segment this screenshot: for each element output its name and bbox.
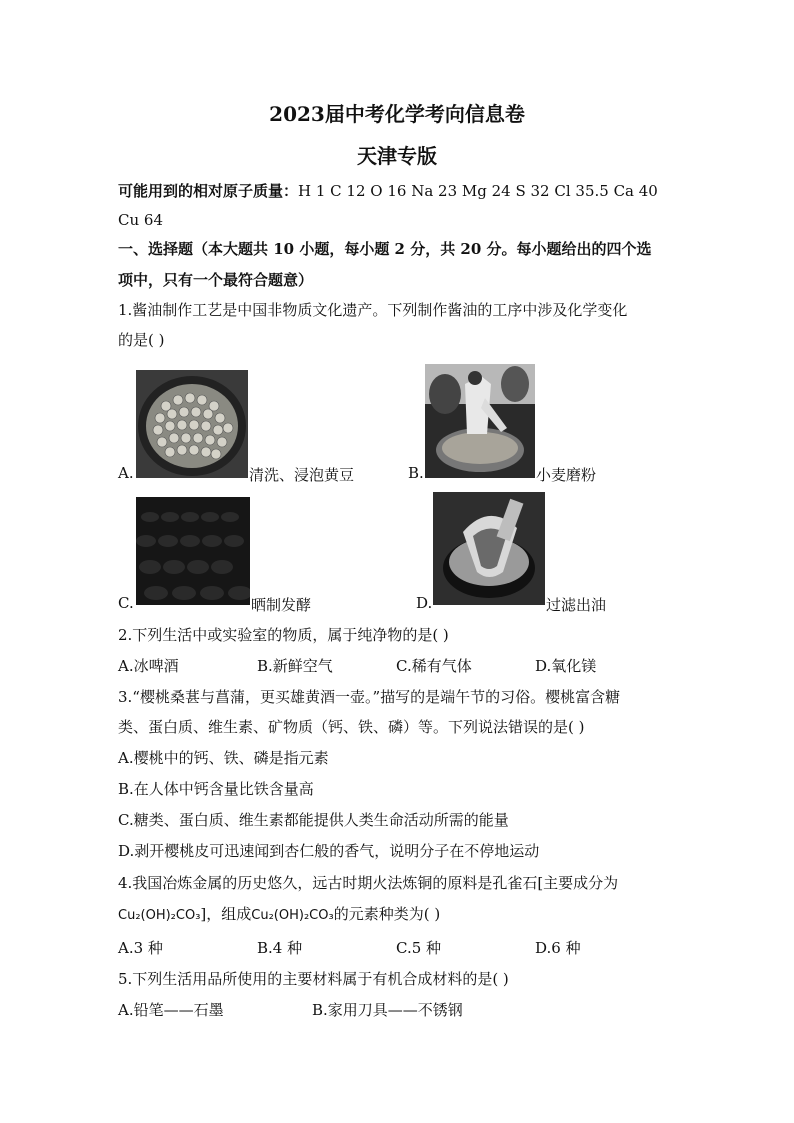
q2-stem: 2.下列生活中或实验室的物质，属于纯净物的是( ) (118, 626, 449, 644)
q4-stem-mid: ]，组成 (200, 905, 252, 923)
q1-option-b-letter: B. (408, 464, 424, 482)
section1-heading: 一、选择题（本大题共 10 小题，每小题 2 分，共 20 分。每小题给出的四个选 (118, 240, 652, 258)
q4-stem-cont (118, 904, 440, 926)
section1-heading-cont: 项中，只有一个最符合题意） (118, 271, 314, 289)
q3-stem: 3.“樱桃桑葚与菖蒲，更买雄黄酒一壶。”描写的是端午节的习俗。樱桃富含糖 (118, 688, 621, 706)
q4-option-b: B.4 种 (257, 939, 303, 957)
q5-stem: 5.下列生活用品所使用的主要材料属于有机合成材料的是( ) (118, 970, 509, 988)
q4-formula-repeat: Cu₂(OH)₂CO₃ (251, 908, 334, 923)
q1-stem: 1.酱油制作工艺是中国非物质文化遗产。下列制作酱油的工序中涉及化学变化 (118, 301, 628, 319)
flour-milling-photo (425, 364, 535, 478)
atomic-mass-label: 可能用到的相对原子质量： (118, 182, 299, 200)
q1-option-c-text: 晒制发酵 (251, 596, 312, 614)
q1-stem-cont: 的是( ) (118, 331, 165, 349)
q2-options (118, 656, 678, 676)
q4-options (118, 938, 678, 958)
fermentation-jars-photo (136, 497, 250, 605)
q4-option-a: A.3 种 (118, 939, 163, 957)
q3-option-a: A.樱桃中的钙、铁、磷是指元素 (118, 749, 329, 767)
q3-option-d: D.剥开樱桃皮可迅速闻到杏仁般的香气，说明分子在不停地运动 (118, 842, 540, 860)
q3-stem-cont: 类、蛋白质、维生素、矿物质（钙、铁、磷）等。下列说法错误的是( ) (118, 718, 585, 736)
q2-option-b: B.新鲜空气 (257, 657, 333, 675)
q1-option-a-text: 清洗、浸泡黄豆 (249, 466, 355, 484)
q4-stem-end: 的元素种类为( ) (333, 905, 441, 923)
atomic-mass-line-2: Cu 64 (118, 211, 163, 229)
q5-option-b: B.家用刀具——不锈钢 (312, 1001, 463, 1019)
q1-option-b-text: 小麦磨粉 (536, 466, 597, 484)
atomic-mass-values: H 1 C 12 O 16 Na 23 Mg 24 S 32 Cl 35.5 Ca 40 (298, 182, 658, 200)
oil-filtering-photo (433, 492, 545, 605)
atomic-mass-line (118, 181, 658, 201)
q1-option-d-letter: D. (416, 594, 433, 612)
q4-formula: Cu₂(OH)₂CO₃ (118, 908, 201, 923)
q4-option-d: D.6 种 (535, 939, 581, 957)
q1-option-c-letter: C. (118, 594, 134, 612)
exam-title: 2023届中考化学考向信息卷 (269, 102, 525, 126)
q1-option-d-text: 过滤出油 (546, 596, 607, 614)
q1-option-a-letter: A. (118, 464, 134, 482)
q2-option-d: D.氧化镁 (535, 657, 597, 675)
q2-option-c: C.稀有气体 (396, 657, 472, 675)
q2-option-a: A.冰啤酒 (118, 657, 179, 675)
q5-options (118, 1000, 678, 1020)
q3-option-b: B.在人体中钙含量比铁含量高 (118, 780, 314, 798)
q4-option-c: C.5 种 (396, 939, 442, 957)
q3-option-c: C.糖类、蛋白质、维生素都能提供人类生命活动所需的能量 (118, 811, 509, 829)
exam-subtitle: 天津专版 (357, 144, 437, 168)
soybeans-photo (136, 370, 248, 478)
q4-stem: 4.我国冶炼金属的历史悠久，远古时期火法炼铜的原料是孔雀石[主要成分为 (118, 874, 619, 892)
q5-option-a: A.铅笔——石墨 (118, 1001, 224, 1019)
